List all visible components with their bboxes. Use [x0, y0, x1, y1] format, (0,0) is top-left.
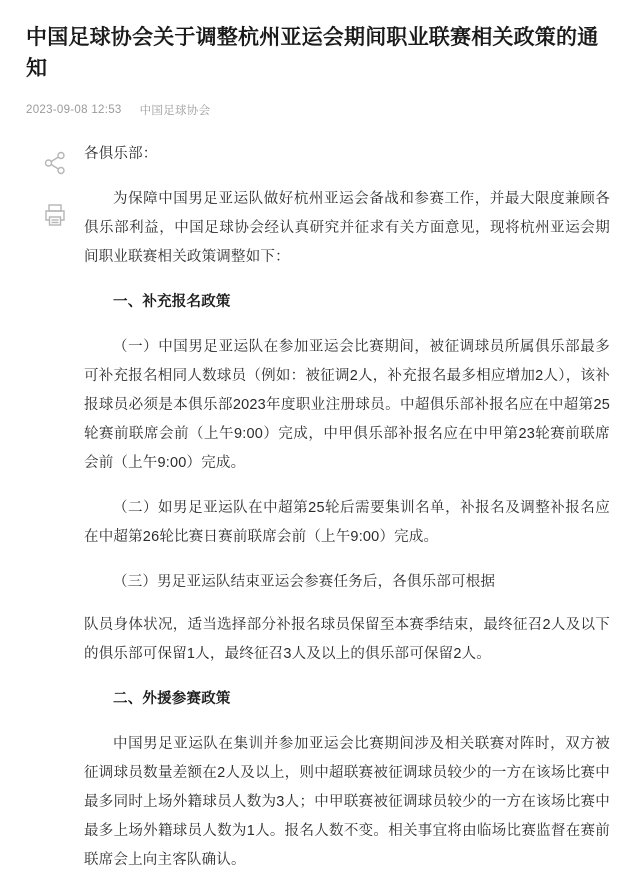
article-source: 中国足球协会 — [139, 105, 211, 117]
paragraph-2-1: 中国男足亚运队在集训并参加亚运会比赛期间涉及相关联赛对阵时，双方被征调球员数量差额在2人及以上，则中超联赛被征调球员较少的一方在该场比赛中最多同时上场外籍球员人数为3人；中甲联赛被征调球员较少的一方在该场比赛中最多上场外籍球员人数为1人。报名人数不变。相关事宜将由临场比赛监督在赛前联席会上向主客队确认。 — [84, 736, 610, 868]
print-icon[interactable] — [42, 202, 68, 228]
article-content — [84, 140, 614, 891]
paragraph-salutation: 各俱乐部： — [84, 146, 158, 162]
article-meta — [26, 102, 614, 118]
page-title: 中国足球协会关于调整杭州亚运会期间职业联赛相关政策的通知 — [26, 26, 599, 80]
section-heading-1: 一、补充报名政策 — [113, 294, 231, 310]
paragraph-intro: 为保障中国男足亚运队做好杭州亚运会备战和参赛工作，并最大限度兼顾各俱乐部利益，中国足球协会经认真研究并征求有关方面意见，现将杭州亚运会期间职业联赛相关政策调整如下： — [84, 191, 610, 265]
publish-date: 2023-09-08 12:53 — [26, 104, 122, 116]
section-heading-2: 二、外援参赛政策 — [113, 691, 231, 707]
paragraph-1-3: （三）男足亚运队结束亚运会参赛任务后，各俱乐部可根据 — [113, 574, 496, 590]
share-icon[interactable] — [42, 150, 68, 176]
tool-rail — [26, 140, 84, 891]
paragraph-1-2: （二）如男足亚运队在中超第25轮后需要集训名单，补报名及调整补报名应在中超第26轮比赛日赛前联席会前（上午9:00）完成。 — [84, 500, 610, 545]
paragraph-1-3-continued: 队员身体状况，适当选择部分补报名球员保留至本赛季结束，最终征召2人及以下的俱乐部可保留1人，最终征召3人及以上的俱乐部可保留2人。 — [84, 617, 610, 662]
paragraph-1-1: （一）中国男足亚运队在参加亚运会比赛期间，被征调球员所属俱乐部最多可补充报名相同人数球员（例如：被征调2人，补充报名最多相应增加2人），该补报球员必须是本俱乐部2023年度职业注册球员。中超俱乐部补报名应在中超第25轮赛前联席会前（上午9:00）完成，中甲俱乐部补报名应在中甲第23轮赛前联席会前（上午9:00）完成。 — [84, 339, 610, 471]
article-body-wrap — [26, 140, 614, 891]
